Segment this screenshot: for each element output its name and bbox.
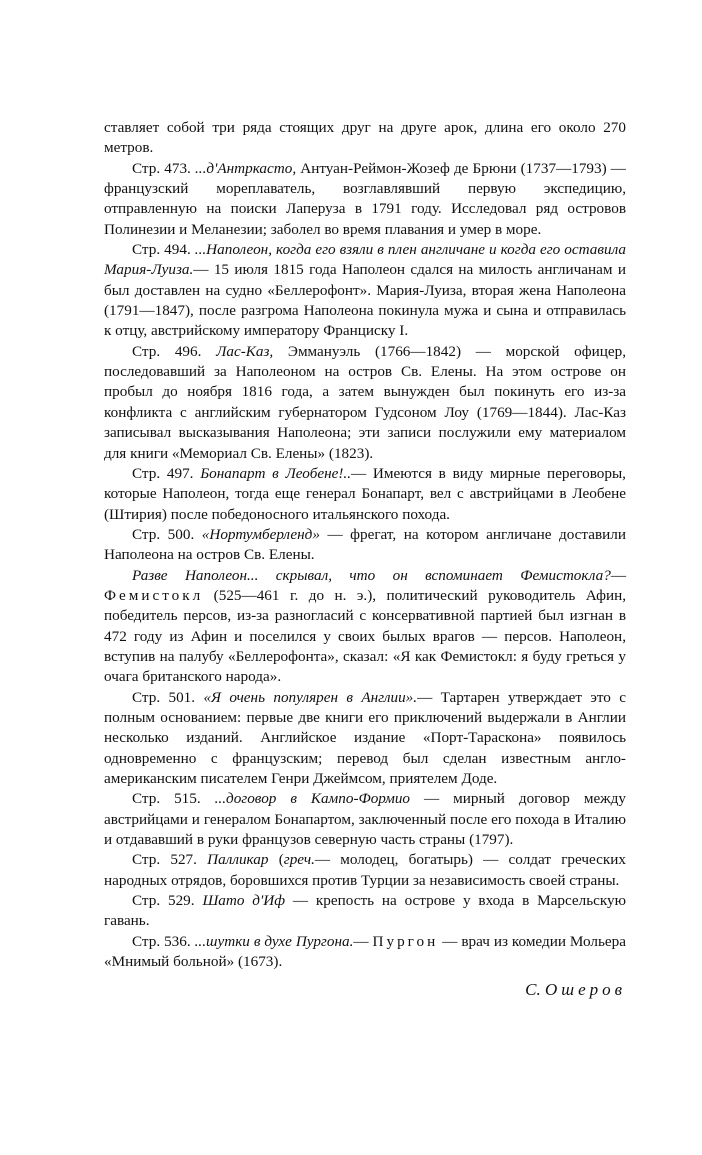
note-text: Антуан-Реймон-Жозеф де Брюни (1737—1793) — французский мореплаватель, возглавлявший первую экспедицию, отправленную на поиски Лаперуза в 1791 году. Исследовал ряд островов Полинезии и Меланезии; заболел во время плавания и умер в море.: [104, 159, 626, 238]
note-text: ставляет собой три ряда стоящих друг на друге арок, длина его около 270 метров.: [104, 119, 626, 157]
note-quote: «Я очень популярен в Англии».: [203, 688, 418, 706]
note-spaced-name: Фемистокл: [104, 586, 204, 604]
note-quote: «Нортумберленд»: [201, 525, 320, 543]
note-quote-lang: греч.: [283, 851, 315, 869]
note-page-536: [104, 932, 626, 973]
note-page-496: [104, 342, 626, 464]
note-quote: ...Наполеон, когда его взяли в плен англичане и когда его оставила Мария-Луиза.: [104, 241, 626, 279]
note-ref: Стр. 496.: [132, 342, 217, 360]
note-page-473: [104, 159, 626, 240]
note-page-500: [104, 525, 626, 566]
note-ref: Стр. 515.: [132, 790, 215, 808]
note-quote: Шато д'Иф: [202, 892, 285, 910]
note-page-501: [104, 688, 626, 790]
note-text: —: [610, 566, 626, 584]
note-page-527: [104, 850, 626, 891]
note-quote: ...д'Антркасто,: [195, 159, 297, 177]
note-text: — Имеются в виду мирные переговоры, которые Наполеон, тогда еще генерал Бонапарт, вел с австрийцами в Леобене (Штирия) после победоносного итальянского похода.: [104, 464, 626, 523]
note-ref: Стр. 500.: [132, 525, 202, 543]
note-quote: ...договор в Кампо-Формио: [214, 790, 411, 808]
note-text: (: [268, 851, 284, 869]
notes-page: [104, 118, 626, 1001]
signature-surname: Ошеров: [544, 980, 626, 1000]
note-text: Эммануэль (1766—1842) — морской офицер, последовавший за Наполеоном на остров Св. Елены. На этом острове он пробыл до ноября 1816 года, а затем вынужден был покинуть его из-за конфликта с английским губернатором Гудсоном Лоу (1769—1844). Лас-Каз записывал высказывания Наполеона; эти записи послужили ему материалом для книги «Мемориал Св. Елены» (1823).: [104, 342, 626, 462]
note-themistocles: [104, 566, 626, 688]
note-text-cont: — молодец, богатырь) — солдат греческих народных отрядов, боровшихся против Турции за независимость своей страны.: [104, 851, 626, 889]
note-ref: Стр. 473.: [132, 159, 195, 177]
note-page-494: [104, 240, 626, 342]
note-quote: Разве Наполеон... скрывал, что он вспоминает Фемистокла?: [132, 566, 611, 584]
note-quote: Бонапарт в Леобене!..: [200, 464, 351, 482]
note-quote: ...шутки в духе Пургона.: [194, 932, 354, 950]
note-ref: Стр. 501.: [132, 688, 204, 706]
note-text: —: [353, 932, 373, 950]
note-text: — 15 июля 1815 года Наполеон сдался на милость англичанам и был доставлен на судно «Беллерофонт». Мария-Луиза, вторая жена Наполеона (1791—1847), после разгрома Наполеона покинула мужа и сына и отправилась к отцу, австрийскому императору Франциску I.: [104, 261, 626, 340]
note-text: — крепость на острове у входа в Марсельскую гавань.: [104, 892, 626, 930]
note-page-497: [104, 464, 626, 525]
note-ref: Стр. 536.: [132, 932, 195, 950]
note-ref: Стр. 494.: [132, 241, 195, 259]
note-spaced-name: Пургон: [372, 932, 439, 950]
note-ref: Стр. 497.: [132, 464, 201, 482]
note-text: — мирный договор между австрийцами и генералом Бонапартом, заключенный после его похода в Италию и отдававший в руки французов северную часть страны (1797).: [104, 790, 626, 849]
note-ref: Стр. 527.: [132, 851, 208, 869]
note-text-cont: — врач из комедии Мольера «Мнимый больной» (1673).: [104, 932, 627, 971]
signature-initial: С.: [525, 980, 541, 1000]
note-page-529: [104, 891, 626, 932]
note-continuation: [104, 118, 626, 159]
note-text: — фрегат, на котором англичане доставили Наполеона на остров Св. Елены.: [104, 525, 626, 564]
note-page-515: [104, 789, 626, 850]
note-text-cont: (525—461 г. до н. э.), политический руководитель Афин, победитель персов, из-за разногласий с консервативной партией был изгнан в 472 году из Афин и поселился у своих былых врагов — персов. Наполеон, вступив на палубу «Беллерофонта», сказал: «Я как Фемистокл: я буду греться у очага британского народа».: [104, 586, 626, 686]
note-ref: Стр. 529.: [132, 892, 203, 910]
note-quote: Лас-Каз,: [216, 342, 274, 360]
note-text: — Тартарен утверждает это с полным основанием: первые две книги его приключений выдержали в Англии несколько изданий. Английское издание «Порт-Тараскона» появилось одновременно с французским; перевод был сделан известным англо-американским писателем Генри Джеймсом, приятелем Доде.: [104, 688, 626, 787]
note-quote: Палликар: [207, 851, 269, 869]
author-signature: [104, 980, 626, 1000]
